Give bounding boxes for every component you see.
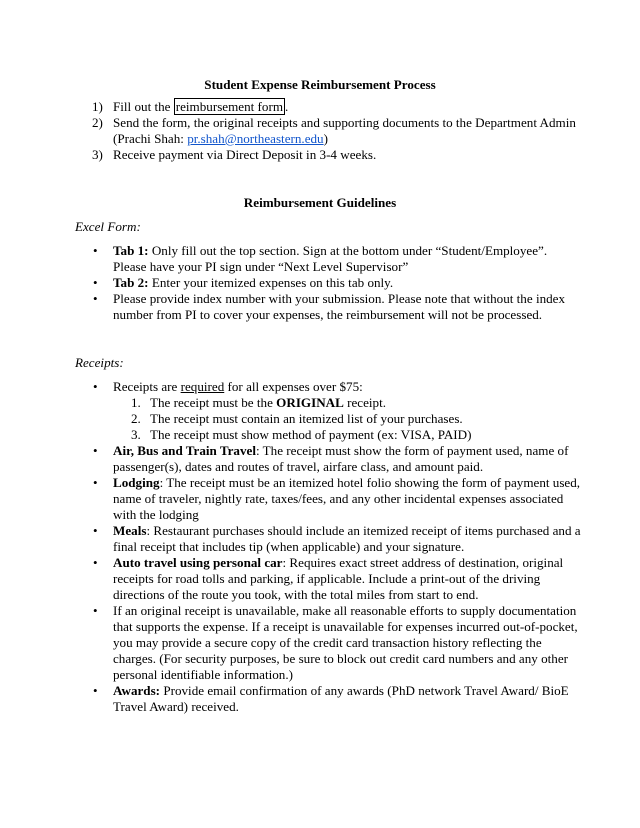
auto-line-1 <box>113 555 563 571</box>
bullet-icon: • <box>93 443 98 458</box>
step-1-text: Fill out the <box>113 99 174 114</box>
awards-line-2: Travel Award) received. <box>113 699 239 714</box>
awards-line-1 <box>113 683 569 699</box>
air-line-1 <box>113 443 568 459</box>
guidelines-heading: Reimbursement Guidelines <box>243 195 397 210</box>
bullet-icon: • <box>93 523 98 538</box>
auto-label: Auto travel using personal car <box>113 555 283 570</box>
bullet-icon: • <box>93 683 98 698</box>
excel-index-line-2: number from PI to cover your expenses, the reimbursement will not be processed. <box>113 307 543 322</box>
receipts-label: Receipts: <box>75 355 124 370</box>
sub-item-2: The receipt must contain an itemized list of your purchases. <box>150 411 463 426</box>
unavailable-line-4: charges. (For security purposes, be sure to block out credit card numbers and any other <box>113 651 568 666</box>
lodging-label: Lodging <box>113 475 160 490</box>
air-text: : The receipt must show the form of payment used, name of <box>255 443 569 458</box>
excel-tab1-text: Only fill out the top section. Sign at the bottom under “Student/Employee”. <box>148 243 548 258</box>
bullet-icon: • <box>93 275 98 290</box>
excel-tab2-label: Tab 2: <box>113 275 149 290</box>
unavailable-line-1: If an original receipt is unavailable, make all reasonable efforts to supply documentation <box>113 603 577 618</box>
excel-tab1-label: Tab 1: <box>113 243 149 258</box>
meals-line-2: final receipt that includes tip (when applicable) and your signature. <box>113 539 465 554</box>
excel-tab1-line-1 <box>113 243 547 259</box>
step-3: Receive payment via Direct Deposit in 3-4 weeks. <box>113 147 377 162</box>
sub-item-1-pre: The receipt must be the <box>150 395 277 410</box>
lodging-line-3: with the lodging <box>113 507 199 522</box>
bullet-icon: • <box>93 475 98 490</box>
bullet-icon: • <box>93 243 98 258</box>
meals-line-1 <box>113 523 581 539</box>
step-2-close: ) <box>323 131 328 146</box>
sub-number: 1. <box>131 395 141 410</box>
unavailable-line-3: you may provide a secure copy of the credit card transaction history reflecting the <box>113 635 542 650</box>
lodging-line-2: name of traveler, nightly rate, taxes/fees, and any other incidental expenses associated <box>113 491 564 506</box>
step-number: 1) <box>92 99 103 114</box>
bullet-icon: • <box>93 379 98 394</box>
bullet-icon: • <box>93 555 98 570</box>
unavailable-line-2: that supports the expense. If a receipt is unavailable for expenses incurred out-of-pocket, <box>113 619 578 634</box>
lodging-text: : The receipt must be an itemized hotel folio showing the form of payment used, <box>159 475 581 490</box>
excel-form-label: Excel Form: <box>75 219 141 234</box>
sub-item-3: The receipt must show method of payment (ex: VISA, PAID) <box>150 427 472 442</box>
reimbursement-form-link[interactable]: reimbursement form <box>175 99 284 114</box>
step-2-line-1: Send the form, the original receipts and supporting documents to the Department Admin <box>113 115 576 130</box>
email-link[interactable]: pr.shah@northeastern.edu <box>187 131 324 146</box>
sub-item-1-bold: ORIGINAL <box>276 395 344 410</box>
excel-tab1-line-2: Please have your PI sign under “Next Level Supervisor” <box>113 259 409 274</box>
auto-text: : Requires exact street address of destination, original <box>282 555 564 570</box>
air-line-2: passenger(s), dates and routes of travel, airfare class, and amount paid. <box>113 459 484 474</box>
meals-text: : Restaurant purchases should include an itemized receipt of items purchased and a <box>146 523 581 538</box>
auto-line-3: directions of the route you took, with the total miles from start to end. <box>113 587 479 602</box>
excel-tab2-text: Enter your itemized expenses on this tab only. <box>148 275 394 290</box>
required-post: for all expenses over $75: <box>224 379 363 394</box>
excel-index-line-1: Please provide index number with your submission. Please note that without the index <box>113 291 566 306</box>
required-word: required <box>180 379 225 394</box>
excel-tab2 <box>113 275 393 291</box>
required-pre: Receipts are <box>113 379 181 394</box>
sub-number: 2. <box>131 411 141 426</box>
step-1-period: . <box>285 99 289 114</box>
step-2-contact: (Prachi Shah: <box>113 131 188 146</box>
step-1 <box>113 99 288 115</box>
auto-line-2: receipts for road tolls and parking, if applicable. Include a print-out of the driving <box>113 571 541 586</box>
step-2-line-2 <box>113 131 328 147</box>
unavailable-line-5: personal identifiable information.) <box>113 667 293 682</box>
step-number: 3) <box>92 147 103 162</box>
bullet-icon: • <box>93 603 98 618</box>
step-number: 2) <box>92 115 103 130</box>
bullet-icon: • <box>93 291 98 306</box>
air-label: Air, Bus and Train Travel <box>113 443 256 458</box>
awards-label: Awards: <box>113 683 161 698</box>
page-title: Student Expense Reimbursement Process <box>204 77 436 92</box>
awards-text: Provide email confirmation of any awards (PhD network Travel Award/ BioE <box>160 683 569 698</box>
meals-label: Meals <box>113 523 147 538</box>
sub-item-1 <box>150 395 386 411</box>
lodging-line-1 <box>113 475 580 491</box>
receipts-required <box>113 379 363 395</box>
sub-number: 3. <box>131 427 141 442</box>
sub-item-1-post: receipt. <box>343 395 387 410</box>
